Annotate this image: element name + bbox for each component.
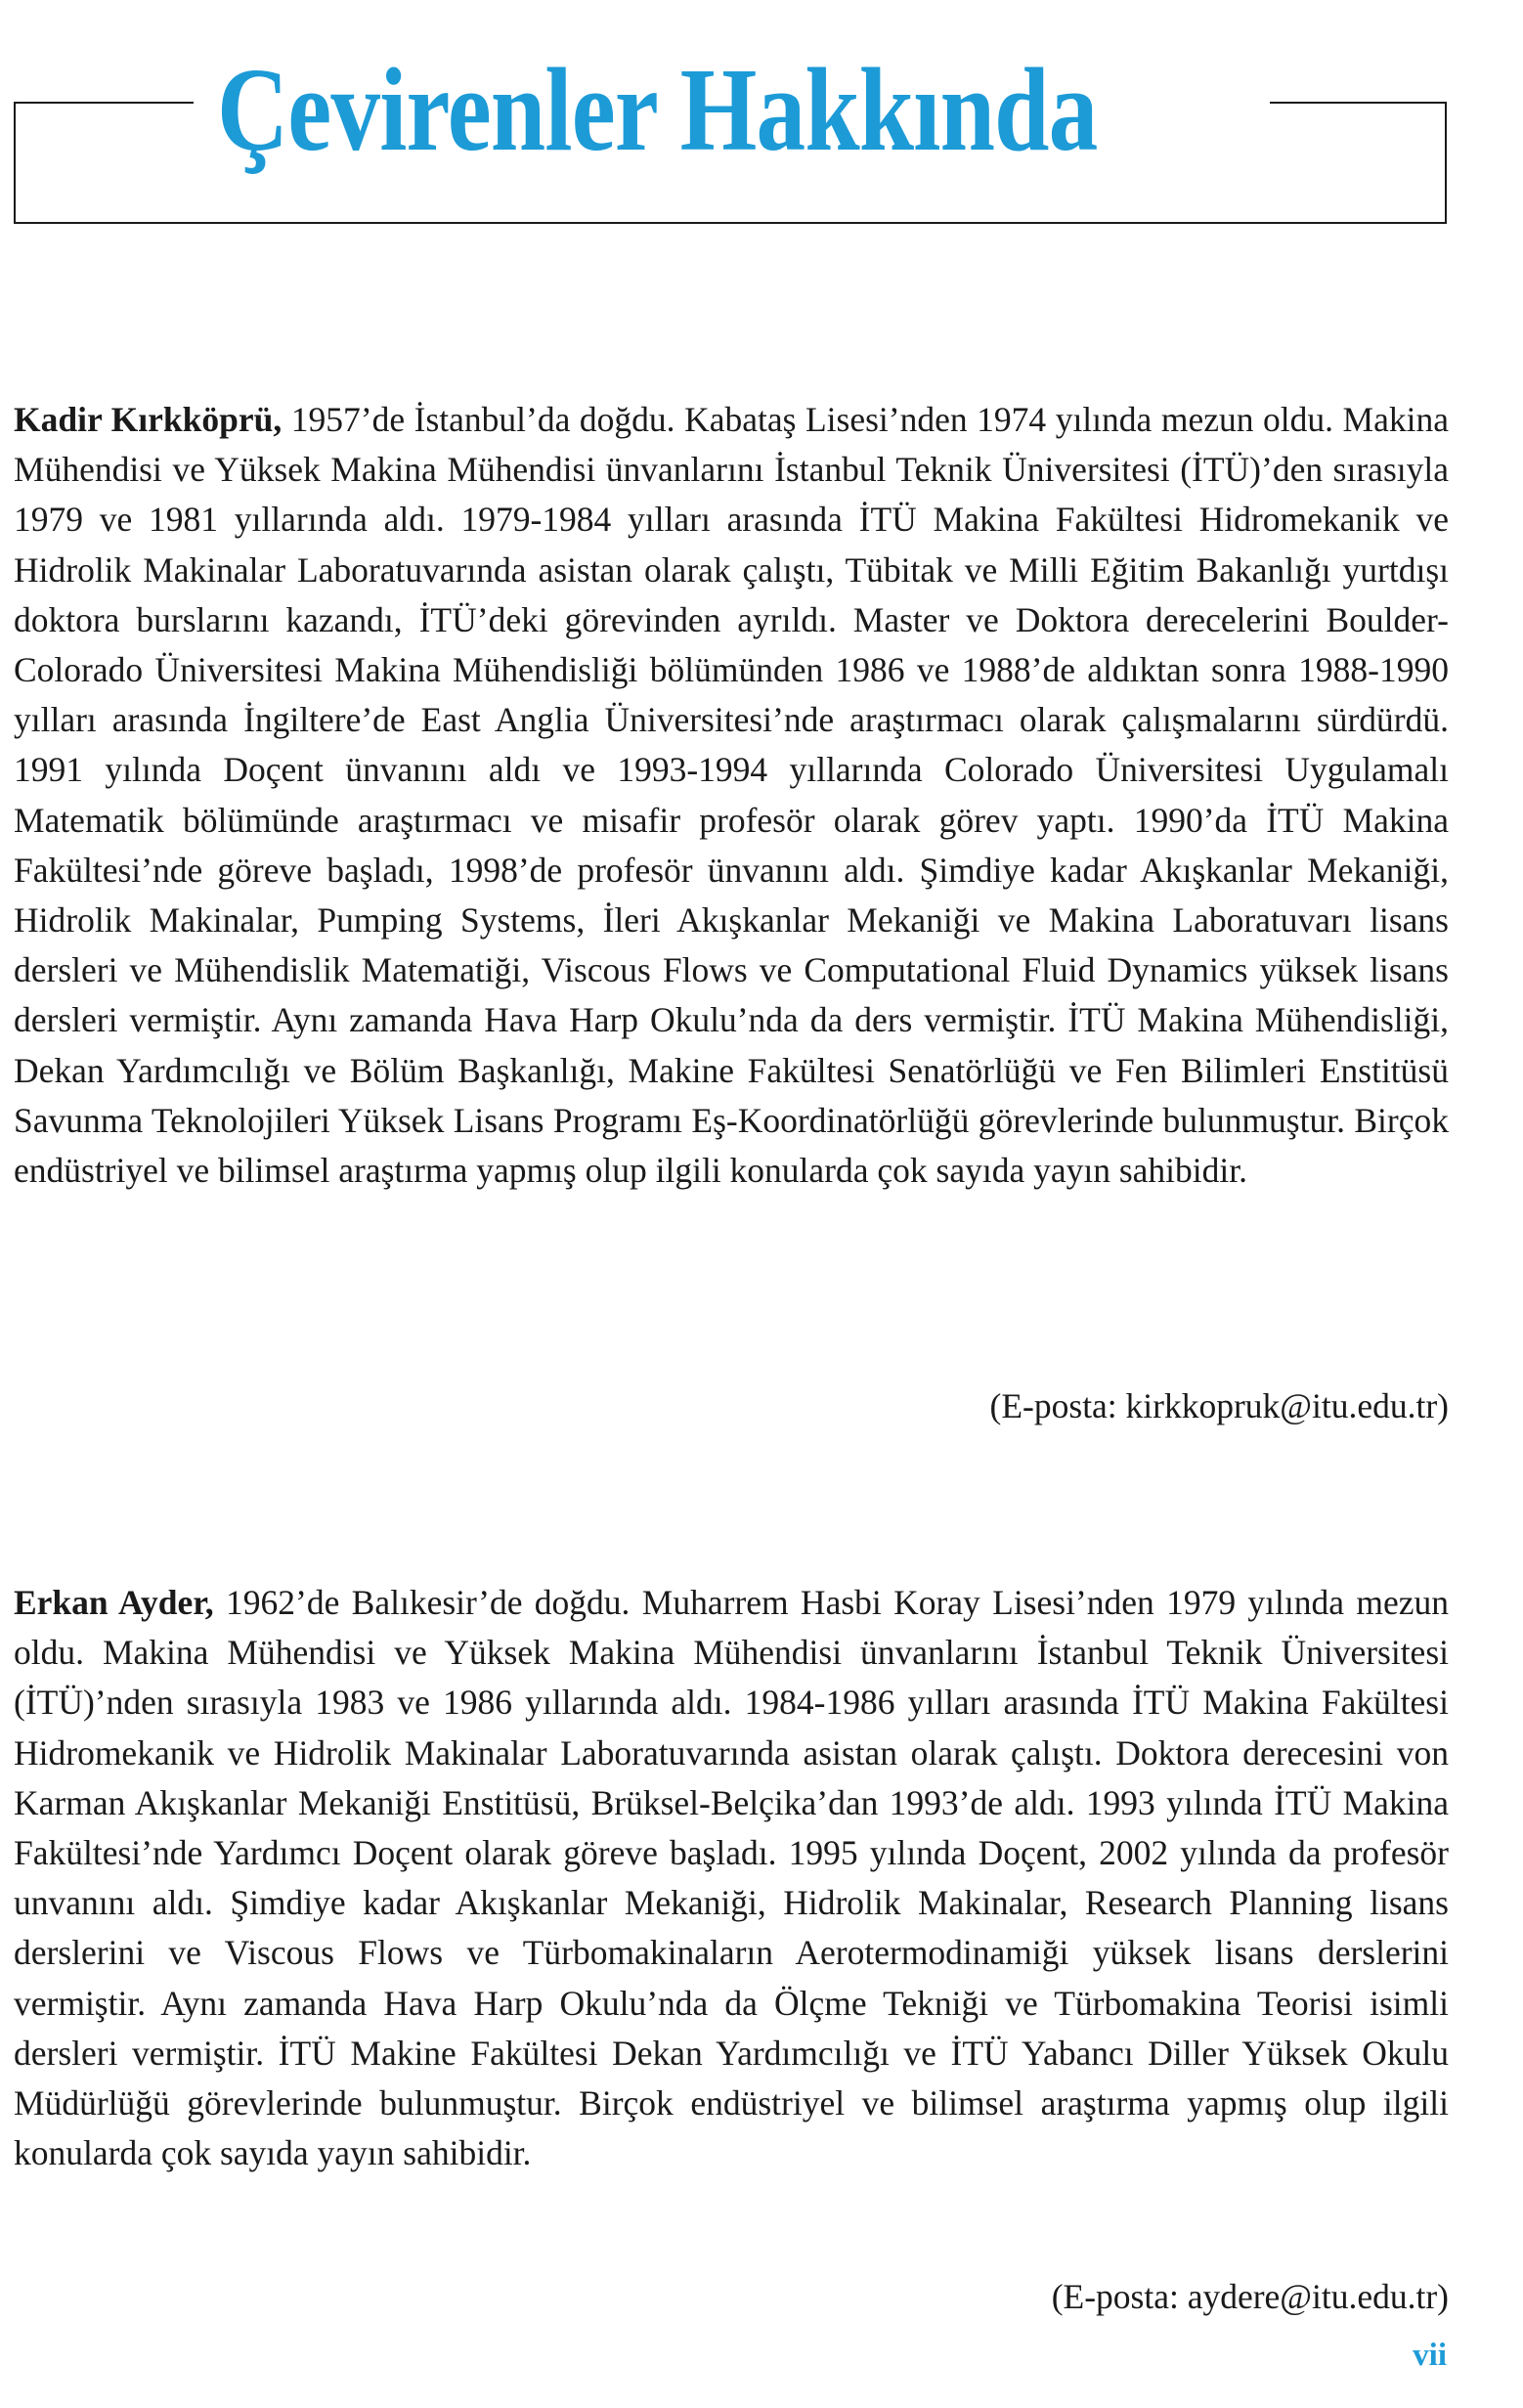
- translator-email: (E-posta: kirkkopruk@itu.edu.tr): [989, 1386, 1449, 1425]
- translator-name: Erkan Ayder,: [14, 1583, 214, 1622]
- page-number: vii: [1413, 2338, 1447, 2373]
- page-title: Çevirenler Hakkında: [217, 44, 1098, 176]
- translator-bio-kirkkopru: [14, 395, 1449, 1196]
- translator-name: Kadir Kırkköprü,: [14, 400, 283, 439]
- translator-bio-ayder: [14, 1578, 1449, 2178]
- translator-email: (E-posta: aydere@itu.edu.tr): [1051, 2277, 1449, 2316]
- translator-bio-text: 1962’de Balıkesir’de doğdu. Muharrem Hasbi Koray Lisesi’nden 1979 yılında mezun oldu. Makina Mühendisi ve Yüksek Makina Mühendisi ünvanlarını İstanbul Teknik Üniversitesi (İTÜ)’nden sırasıyla 1983 ve 1986 yıllarında aldı. 1984-1986 yılları arasında İTÜ Makina Fakültesi Hidromekanik ve Hidrolik Makinalar Laboratuvarında asistan olarak çalıştı. Doktora derecesini von Karman Akışkanlar Mekaniği Enstitüsü, Brüksel-Belçika’dan 1993’de aldı. 1993 yılında İTÜ Makina Fakültesi’nde Yardımcı Doçent olarak göreve başladı. 1995 yılında Doçent, 2002 yılında da profesör unvanını aldı. Şimdiye kadar Akışkanlar Mekaniği, Hidrolik Makinalar, Research Planning lisans derslerini ve Viscous Flows ve Türbomakinaların Aerotermodinamiği yüksek lisans derslerini vermiştir. Aynı zamanda Hava Harp Okulu’nda da Ölçme Tekniği ve Türbomakina Teorisi isimli dersleri vermiştir. İTÜ Makine Fakültesi Dekan Yardımcılığı ve İTÜ Yabancı Diller Yüksek Okulu Müdürlüğü görevlerinde bulunmuştur. Birçok endüstriyel ve bilimsel araştırma yapmış olup ilgili konularda çok sayıda yayın sahibidir.: [14, 1583, 1449, 2173]
- translator-bio-text: 1957’de İstanbul’da doğdu. Kabataş Lisesi’nden 1974 yılında mezun oldu. Makina Mühendisi ve Yüksek Makina Mühendisi ünvanlarını İstanbul Teknik Üniversitesi (İTÜ)’den sırasıyla 1979 ve 1981 yıllarında aldı. 1979-1984 yılları arasında İTÜ Makina Fakültesi Hidromekanik ve Hidrolik Makinalar Laboratuvarında asistan olarak çalıştı, Tübitak ve Milli Eğitim Bakanlığı yurtdışı doktora burslarını kazandı, İTÜ’deki görevinden ayrıldı. Master ve Doktora derecelerini Boulder-Colorado Üniversitesi Makina Mühendisliği bölümünden 1986 ve 1988’de aldıktan sonra 1988-1990 yılları arasında İngiltere’de East Anglia Üniversitesi’nde araştırmacı olarak çalışmalarını sürdürdü. 1991 yılında Doçent ünvanını aldı ve 1993-1994 yıllarında Colorado Üniversitesi Uygulamalı Matematik bölümünde araştırmacı ve misafir profesör olarak görev yaptı. 1990’da İTÜ Makina Fakültesi’nde göreve başladı, 1998’de profesör ünvanını aldı. Şimdiye kadar Akışkanlar Mekaniği, Hidrolik Makinalar, Pumping Systems, İleri Akışkanlar Mekaniği ve Makina Laboratuvarı lisans dersleri ve Mühendislik Matematiği, Viscous Flows ve Computational Fluid Dynamics yüksek lisans dersleri vermiştir. Aynı zamanda Hava Harp Okulu’nda da ders vermiştir. İTÜ Makina Mühendisliği, Dekan Yardımcılığı ve Bölüm Başkanlığı, Makine Fakültesi Senatörlüğü ve Fen Bilimleri Enstitüsü Savunma Teknolojileri Yüksek Lisans Programı Eş-Koordinatörlüğü görevlerinde bulunmuştur. Birçok endüstriyel ve bilimsel araştırma yapmış olup ilgili konularda çok sayıda yayın sahibidir.: [14, 400, 1449, 1191]
- title-rule-left: [14, 102, 194, 104]
- title-rule-right: [1270, 102, 1447, 104]
